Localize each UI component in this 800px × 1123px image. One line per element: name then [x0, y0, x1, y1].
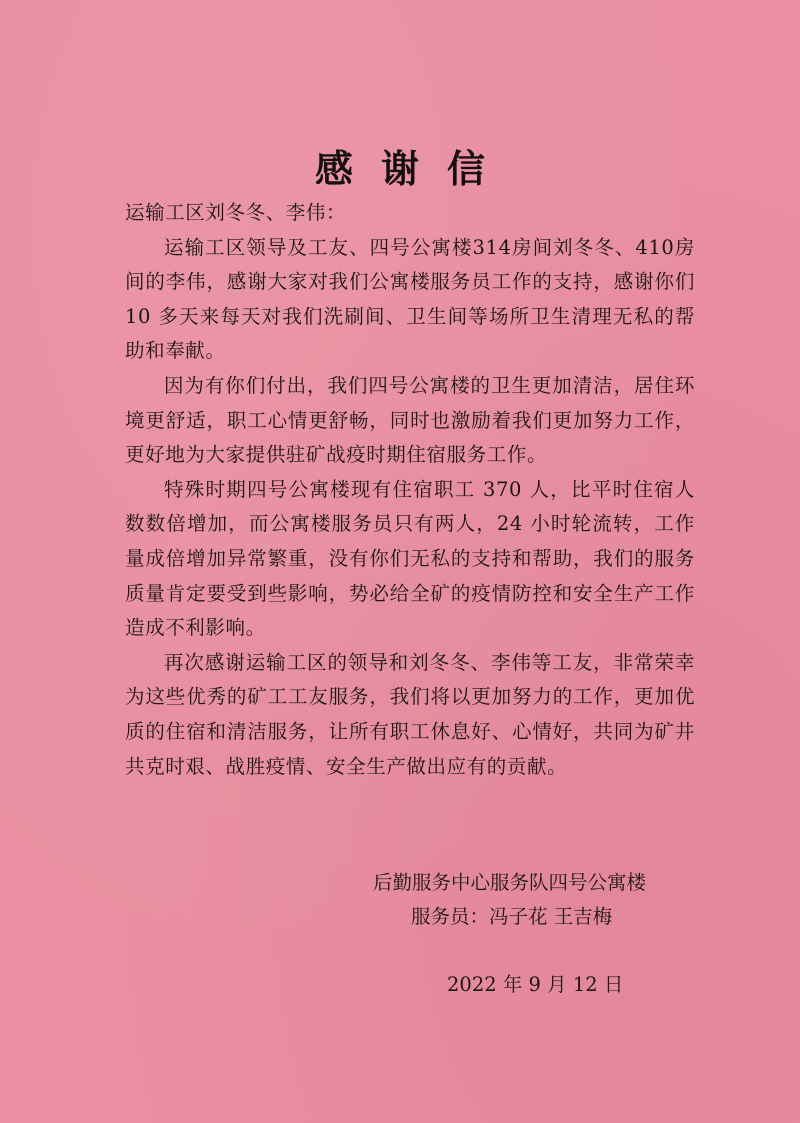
letter-title: 感谢信 [314, 147, 513, 191]
letter-paragraph-4: 再次感谢运输工区的领导和刘冬冬、李伟等工友，非常荣幸为这些优秀的矿工工友服务，我们将以更加努力的工作，更加优质的住宿和清洁服务，让所有职工休息好、心情好，共同为矿井共克时艰、战胜疫情、安全生产做出应有的贡献。 [125, 650, 695, 778]
letter-paragraph-2: 因为有你们付出，我们四号公寓楼的卫生更加清洁，居住环境更舒适，职工心情更舒畅，同时也激励着我们更加努力工作，更好地为大家提供驻矿战疫时期住宿服务工作。 [125, 373, 695, 467]
letter-paragraph-3: 特殊时期四号公寓楼现有住宿职工 370 人，比平时住宿人数数倍增加，而公寓楼服务员只有两人，24 小时轮流转，工作量成倍增加异常繁重，没有你们无私的支持和帮助，我们的服务质量肯定要受到些影响，势必给全矿的疫情防控和安全生产工作造成不利影响。 [125, 477, 695, 640]
signature-organization: 后勤服务中心服务队四号公寓楼 [373, 871, 647, 894]
letter-body [125, 196, 695, 784]
signature-staff: 服务员：冯子花 王吉梅 [411, 905, 613, 928]
letter-date: 2022 年 9 月 12 日 [447, 973, 624, 996]
letter-salutation: 运输工区刘冬冬、李伟： [125, 201, 347, 224]
letter-paragraph-1: 运输工区领导及工友、四号公寓楼314房间刘冬冬、410房间的李伟，感谢大家对我们公寓楼服务员工作的支持，感谢你们 10 多天来每天对我们洗刷间、卫生间等场所卫生清理无私的帮助和奉献。 [125, 235, 695, 363]
